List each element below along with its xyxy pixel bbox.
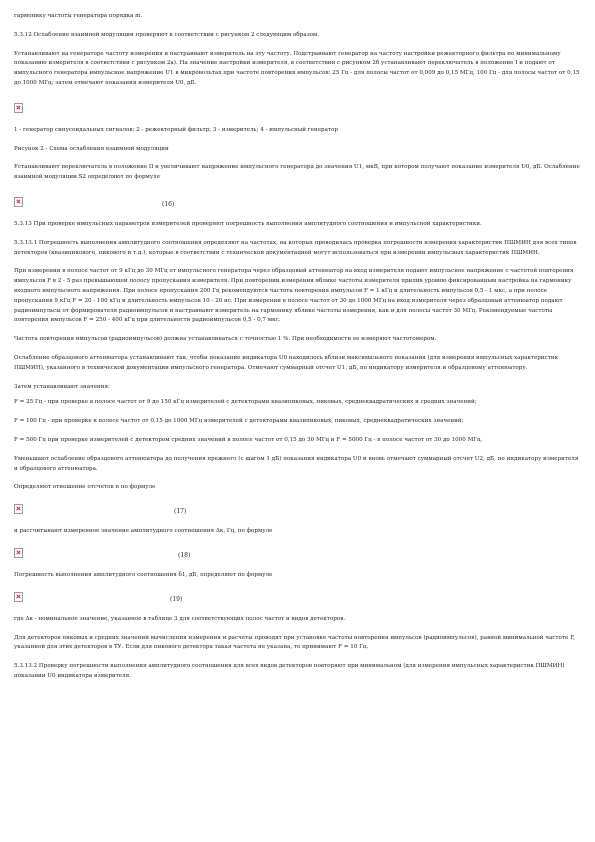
paragraph: F = 500 Гц при проверке измерителей с детектором средних значений в полосе частот от 0,15 до 30 МГц и F = 5000 Гц - в полосе частот от 30 до 1000 МГц. bbox=[14, 436, 483, 443]
paragraph: При измерении в полосе частот от 9 кГц до 30 МГц от импульсного генератора через образцовый аттенюатор на вход измерителя подают импульсное напряжение с частотой повторения импульсов F в 2 - 5 раз превышающей полосу пропускания измерителя. При повторении измерения яблике частоты измерителя прилив уровню фиксированным настройка на гармонику входного импульсного напряжения. При полосе пропускания 200 Гц рекомендуются частота повторения импульсов F = 1 кГц и длительность импульсов 0,5 - 1 мкс, а при полосе пропускания 9 кГц F = 20 - 100 кГц и длительность импульсов 10 - 20 нс. При измерении в полосе частот от 30 до 1000 МГц на вход измерителя через образцовый аттенюатор подают радиоимпульсы от формирователя радиоимпульсов и настраивают измеритель на гармонику яблике частоты измерения, как и для полосы частот 30 МГц. Рекомендуемые частоты повторения импульсов F = 250 - 400 кГц при длительности радиоимпульсов 0,5 - 0,7 мкс. bbox=[14, 268, 574, 324]
figure-legend: 1 - генератор синусоидальных сигналов; 2 - режекторный фильтр; 3 - измеритель; 4 - импульсный генератор bbox=[14, 126, 339, 133]
broken-image-icon bbox=[14, 504, 23, 514]
formula-image bbox=[14, 499, 582, 523]
paragraph: Устанавливают переключатель в положение II и увеличивают напряжение импульсного генератора до значения U1, мкВ, при котором получают показание измерителя U0, дБ. Ослабление взаимной модуляции S2 определяют по формуле bbox=[14, 164, 580, 181]
paragraph: 5.3.13.1 Погрешность выполнения амплитудного соотношения определяют на частотах, на которых проводилась проверка погрешности измерения характеристик ПШМИН для всех типов детекторов (квазипикового, пикового и т.д.), которые в соответствии с технической документацией могут использоваться при измерении импульсных характеристик ПШМИН. bbox=[14, 239, 577, 256]
paragraph: 5.3.13.2 Проверку погрешности выполнения амплитудного соотношения для всех видов детекторов повторяют при минимальном (для измерения импульсных характеристик ПШМИН) показании U0 индикатора измерителя. bbox=[14, 663, 565, 679]
formula-image bbox=[14, 587, 582, 611]
paragraph: F = 100 Гц - при проверке в полосе частот от 0,15 до 1000 МГц измерителей с детекторами квазипиковых, пиковых, среднеквадратических значений; bbox=[14, 418, 464, 425]
figure-caption: Рисунок 2 - Схема ослабления взаимной модуляции bbox=[14, 145, 169, 152]
paragraph: Затем устанавливают значения: bbox=[14, 383, 110, 390]
paragraph: Для детекторов пиковых и средних значений вычисления измерения и расчеты проводят при установке частоты повторения импульсов (радиоимпульсов), равной минимальной частоте F, указанной для этих детекторов в ТУ. Если для пикового детектора такая частота не указана, то принимают F = 10 Гц. bbox=[14, 634, 575, 651]
paragraph: Погрешность выполнения амплитудного соотношения δ1, дБ, определяют по формуле bbox=[14, 571, 273, 578]
paragraph: 5.3.13 При проверке импульсных параметров измерителей проверяют погрешность выполнения амплитудного соотношения и импульсной характеристики. bbox=[14, 220, 482, 227]
paragraph: Устанавливают на генераторе частоту измерения и настраивают измеритель на эту частоту. Подстраивают генератор на частоту настройки режекторного фильтра по минимальному показанию измерителя в соответствии с рисунком 2а). На значение настройки измерителя, в соответствии с рисунком 2б устанавливают переключатель в положение I и подают от импульсного генератора импульсное напряжение U1 в микровольтах при частоте повторения импульсов: 25 Гц - для полосы частот от 0,009 до 0,15 МГц, 100 Гц - для полосы частот от 0,15 до 1000 МГц; затем отмечают показания измерителя U0, дБ. bbox=[14, 50, 580, 86]
equation-number: (19) bbox=[170, 595, 183, 603]
equation-number: (16) bbox=[162, 200, 175, 208]
broken-image-icon bbox=[14, 103, 23, 113]
paragraph: F = 25 Гц - при проверке в полосе частот от 9 до 150 кГц измерителей с детекторами квазипиковых, пиковых, среднеквадратических и средних значений; bbox=[14, 399, 477, 406]
paragraph: Определяют отношение отсчетов n по формуле bbox=[14, 484, 156, 491]
formula-image bbox=[14, 543, 582, 567]
paragraph: Уменьшают ослабление образцового аттенюатора до получения прежнего (с шагом 1 дБ) показания индикатора U0 и вновь отмечают суммарный отсчет U2, дБ, по индикатору измерителя и образцового аттенюатора. bbox=[14, 455, 579, 472]
broken-image-icon bbox=[14, 592, 23, 602]
paragraph: где Δк - номинальное значение, указанное в таблице 3 для соответствующих полос частот и видов детекторов. bbox=[14, 615, 346, 622]
paragraph: Ослабление образцового аттенюатора устанавливают так, чтобы показание индикатора U0 находилось вблизи максимального показания (для измерения импульсных характеристик ПШМИН), указанного в технической документации импульсного генератора. Отмечают суммарный отсчет U1, дБ, по индикатору измерителя и образцовому аттенюатору. bbox=[14, 354, 559, 371]
equation-number: (17) bbox=[174, 508, 187, 516]
equation-number: (18) bbox=[178, 551, 191, 559]
paragraph: Частота повторения импульсов (радиоимпульсов) должна устанавливаться с точностью 1 %. При необходимости ее измеряют частотомером. bbox=[14, 336, 437, 343]
paragraph: гармонику частоты генератора порядка m. bbox=[14, 13, 143, 19]
paragraph: 5.3.12 Ослабление взаимной модуляции проверяют в соответствии с рисунком 2 следующим образом. bbox=[14, 31, 320, 38]
broken-image-icon bbox=[14, 548, 23, 558]
figure-image bbox=[14, 98, 582, 122]
paragraph: и рассчитывают измеренное значение амплитудного соотношения Δк, Гц, по формуле bbox=[14, 528, 273, 535]
broken-image-icon bbox=[14, 197, 23, 207]
formula-image bbox=[14, 192, 582, 216]
document-page bbox=[14, 12, 582, 691]
